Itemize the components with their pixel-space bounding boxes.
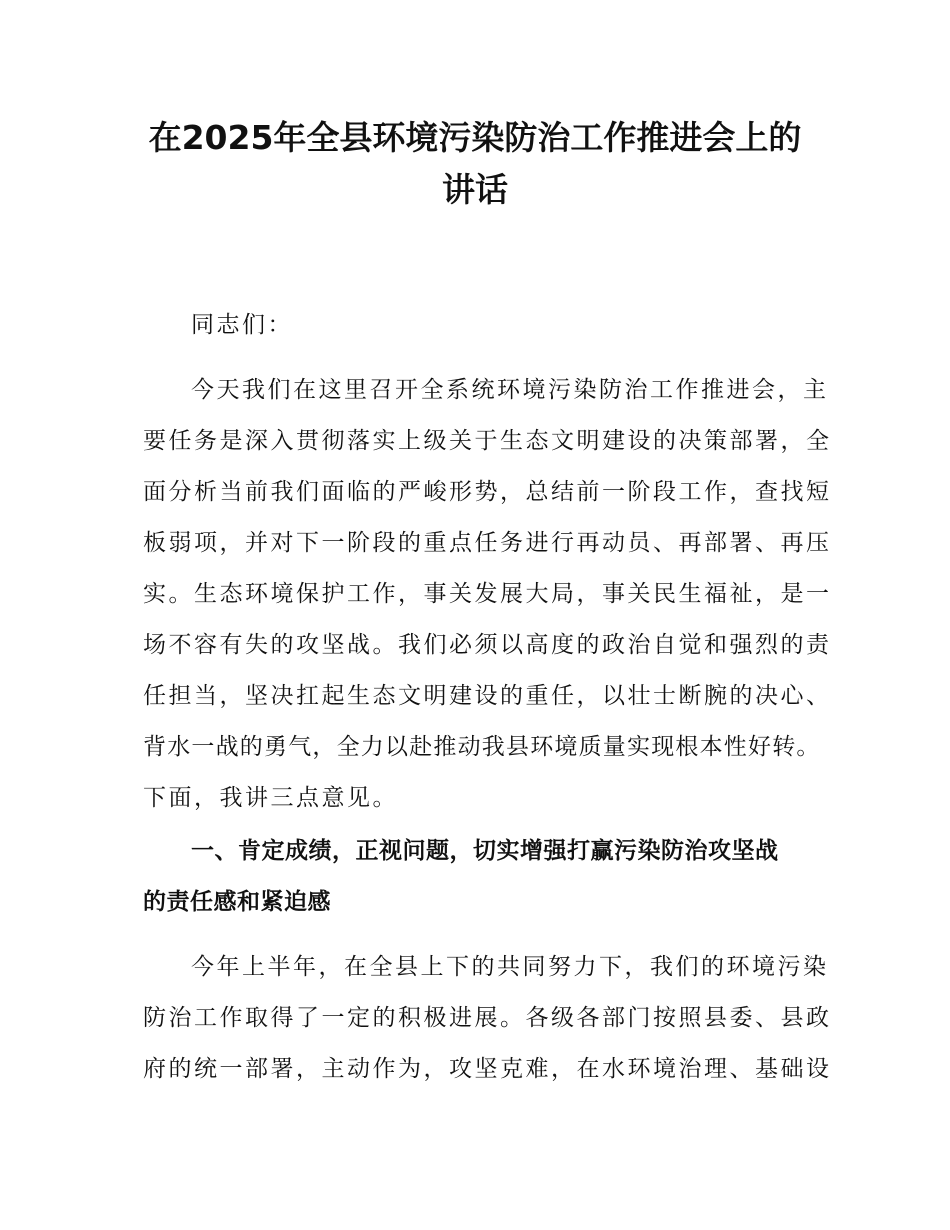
paragraph-line: 任担当，坚决扛起生态文明建设的重任，以壮士断腕的决心、 <box>143 683 832 709</box>
paragraph-line: 板弱项，并对下一阶段的重点任务进行再动员、再部署、再压 <box>143 530 832 556</box>
section-heading-1 <box>143 826 823 928</box>
paragraph-progress <box>143 942 832 1095</box>
heading-line: 一、肯定成绩，正视问题，切实增强打赢污染防治攻坚战 <box>191 838 779 864</box>
heading-line: 的责任感和紧迫感 <box>143 889 331 915</box>
paragraph-line: 今年上半年，在全县上下的共同努力下，我们的环境污染 <box>191 954 829 980</box>
paragraph-line: 府的统一部署，主动作为，攻坚克难，在水环境治理、基础设 <box>143 1056 832 1082</box>
paragraph-line: 防治工作取得了一定的积极进展。各级各部门按照县委、县政 <box>143 1005 832 1031</box>
paragraph-line: 下面，我讲三点意见。 <box>143 785 398 811</box>
page-title <box>120 112 830 216</box>
paragraph-line: 场不容有失的攻坚战。我们必须以高度的政治自觉和强烈的责 <box>143 632 832 658</box>
paragraph-intro <box>143 365 832 824</box>
paragraph-line: 实。生态环境保护工作，事关发展大局，事关民生福祉，是一 <box>143 581 832 607</box>
paragraph-line: 背水一战的勇气，全力以赴推动我县环境质量实现根本性好转。 <box>143 734 821 760</box>
title-line-1: 在2025年全县环境污染防治工作推进会上的 <box>148 118 802 157</box>
title-line-2: 讲话 <box>442 170 508 209</box>
paragraph-line: 要任务是深入贯彻落实上级关于生态文明建设的决策部署，全 <box>143 428 832 454</box>
salutation-text: 同志们： <box>191 312 293 338</box>
paragraph-line: 面分析当前我们面临的严峻形势，总结前一阶段工作，查找短 <box>143 479 832 505</box>
salutation <box>143 300 823 351</box>
paragraph-line: 今天我们在这里召开全系统环境污染防治工作推进会，主 <box>191 377 829 403</box>
